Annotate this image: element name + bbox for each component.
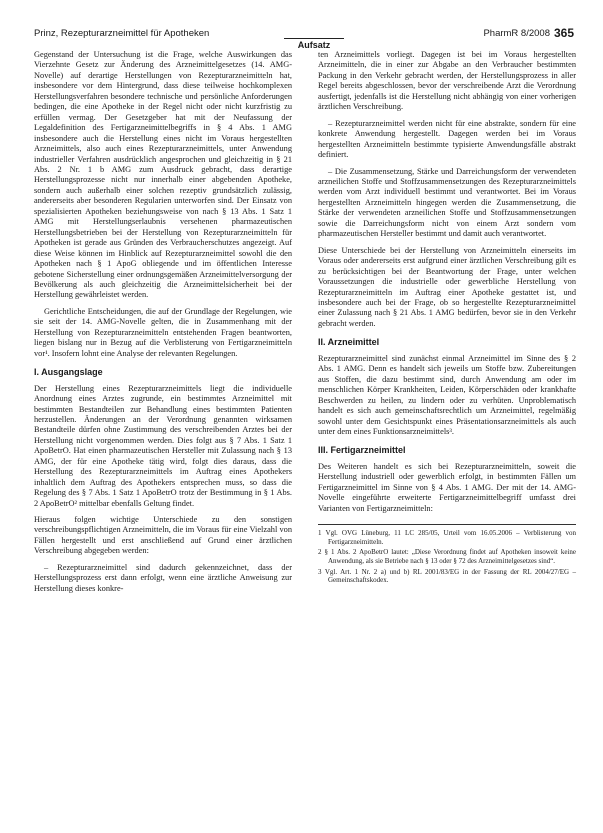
section-heading: I. Ausgangslage [34,367,103,378]
footnote: 3 Vgl. Art. 1 Nr. 2 a) und b) RL 2001/83/EG in der Fassung der RL 2004/27/EG – Gemeinschaftskodex. [318,567,576,585]
page-number: 365 [553,26,574,40]
section-label: Aufsatz [284,38,344,50]
footnote: 1 Vgl. OVG Lüneburg, 11 LC 285/05, Urteil vom 16.05.2006 – Verblisterung von Fertigarzneimitteln. [318,529,576,546]
section-heading: II. Arzneimittel [318,337,380,348]
paragraph: Hieraus folgen wichtige Unterschiede zu den sonstigen verschreibungspflichtigen Arzneimitteln, die im Voraus für eine Vielzahl von Fällen hergestellt und erst anschließend auf Grund einer ärztlichen Verschreibung abgegeben werden: [34,515,292,556]
paragraph: Rezepturarzneimittel sind zunächst einmal Arzneimittel im Sinne des § 2 Abs. 1 AMG. Denn es handelt sich jeweils um Stoffe bzw. Zubereitungen aus Stoffen, die dazu bestimmt sind, durch Anwendung am oder im menschlichen Körper Krankheiten, Leiden, Körperschäden oder krankhafte Beschwerden zu heilen, zu lindern oder zu verhüten. Unproblematisch handelt es sich auch gemeinschaftsrechtlich um Arzneimittel, regelmäßig sowohl unter dem Gesichtspunkt eines Präsentationsarzneimittels als auch unter dem eines Funktionsarzneimittels³. [318,353,576,436]
running-title: Prinz, Rezepturarzneimittel für Apotheken [34,28,210,39]
page-header [34,24,574,50]
paragraph: Des Weiteren handelt es sich bei Rezepturarzneimitteln, soweit die Herstellung industriell oder gewerblich erfolgt, in bestimmten Fällen um Fertigarzneimittel im Sinne von § 4 Abs. 1 AMG. Der mit der 14. AMG-Novelle eingeführte erweiterte Fertigarzneimittelbegriff umfasst drei Varianten von Fertigarzneimitteln: [318,461,576,513]
paragraph: Gegenstand der Untersuchung ist die Frage, welche Auswirkungen das Vierzehnte Gesetz zur Änderung des Arzneimittelgesetzes (14. AMG-Novelle) auf derartige Herstellungen von Rezepturarzneimitteln hat, insbesondere vor dem Hintergrund, dass diese teilweise hochkomplexen Herstellungsverfahren besondere technische und persönliche Anforderungen bedingen, die eine Apotheke in der Regel nicht oder nicht kurzfristig zu erfüllen vermag. Der Gesetzgeber hat mit der Neufassung der Legaldefinition des Fertigarzneimittelbegriffs in § 4 Abs. 1 AMG insbesondere auch die Herstellung eines nicht im Voraus hergestellten Arzneimittels, also auch eines Rezepturarzneimittels, unter Anwendung industrieller Verfahren ausdrücklich angesprochen und gleichzeitig in § 21 Abs. 2 Nr. 1 b AMG zum Ausdruck gebracht, dass derartige Herstellungsprozesse nicht nur innerhalb einer abgebenden Apotheke, sondern auch außerhalb einer solchen rezeptiv grundsätzlich zulässig, andererseits aber besonderen Regularien unterworfen sind. Der Einsatz von spezialisierten Apotheken beziehungsweise von nach § 13 Abs. 1 Satz 1 AMG mit Herstellungserlaubnis versehenen pharmazeutischen Herstellungsbetrieben bei der Herstellung von Rezepturarzneimitteln für Apotheken ist gerade aus Gründen des Verbraucherschutzes angezeigt. Auf diese Weise können im Hinblick auf Rezepturarzneimittel sowohl die den Apotheken nach § 1 ApoG obliegende und im öffentlichen Interesse gebotene Sicherstellung einer ordnungsgemäßen Arzneimittelversorgung der Bevölkerung als auch gleichzeitig die Arzneimittelsicherheit bei der Herstellung gewährleistet werden. [34,50,292,300]
paragraph: Diese Unterschiede bei der Herstellung von Arzneimitteln einerseits im Voraus oder andererseits erst aufgrund einer ärztlichen Verschreibung gilt es zu berücksichtigen bei der Beantwortung der Frage, unter welchen Voraussetzungen die industrielle oder gewerbliche Herstellung von Rezepturarzneimitteln im Auftrag einer Apotheke gestattet ist, und insbesondere auch bei der Frage, ob so hergestellte Rezepturarzneimittel einer Zulassung nach § 21 Abs. 1 AMG bedürfen, bevor sie in den Verkehr gebracht werden. [318,245,576,328]
paragraph: Der Herstellung eines Rezepturarzneimittels liegt die individuelle Anordnung eines Arztes zugrunde, ein bestimmtes Arzneimittel mit bestimmten Bestandteilen zur Behandlung eines bestimmten Patienten herzustellen. Änderungen an der Verordnung genannten wirksamen Bestandteile dürfen ohne Zustimmung des verschreibenden Arztes bei der Herstellung nicht vorgenommen werden. Dies folgt aus § 7 Abs. 1 Satz 1 ApoBetrO. Hat einen pharmazeutischen Hersteller mit Zulassung nach § 13 AMG, der für eine Apotheke tätig wird, folgt dies daraus, dass die Herstellung des Rezepturarzneimittels im Auftrag eines Apothekers inhaltlich dem Auftrag des Apothekers entsprechen muss, so dass die Regelung des § 7 Abs. 1 Satz 1 ApoBetrO trotz der Bestimmung in § 1 Abs. 2 ApoBetrO² mittelbar ebenfalls Geltung findet. [34,383,292,508]
journal-issue: PharmR 8/2008 [483,28,550,39]
section-heading: III. Fertigarzneimittel [318,445,406,456]
right-column [318,50,576,587]
left-column [34,50,292,600]
footnote: 2 § 1 Abs. 2 ApoBetrO lautet: „Diese Verordnung findet auf Apotheken insoweit keine Anwendung, als sie Betriebe nach § 13 oder § 72 des Arzneimittelgesetzes sind“. [318,548,576,565]
paragraph: – Rezepturarzneimittel werden nicht für eine abstrakte, sondern für eine konkrete Anwendung hergestellt. Dagegen werden bei im Voraus hergestellten Arzneimitteln bestimmte typisierte Anwendungsfälle abstrakt definiert. [318,118,576,160]
footnotes [318,524,576,585]
paragraph: – Die Zusammensetzung, Stärke und Darreichungsform der verwendeten arzneilichen Stoffe und Stoffzusammensetzungen des Rezepturarzneimittels werden vom Arzt individuell bestimmt und verantwortet. Bei im Voraus hergestellten Arzneimitteln hingegen werden die Zusammensetzung, die Stärke der verwendeten arzneilichen Stoffe und Stoffzusammensetzungen sowie die Darreichungsform nicht von einem Arzt sondern vom pharmazeutischen Hersteller bestimmt und damit auch verantwortet. [318,166,576,239]
paragraph: – Rezepturarzneimittel sind dadurch gekennzeichnet, dass der Herstellungsprozess erst dann erfolgt, wenn eine ärztliche Anweisung zur Herstellung dieses konkre- [34,562,292,593]
paragraph: ten Arzneimittels vorliegt. Dagegen ist bei im Voraus hergestellten Arzneimitteln, die in einer zur Abgabe an den Verbraucher bestimmten Packung in den Verkehr gebracht werden, der Herstellungsprozess in aller Regel bereits abgeschlossen, bevor der verschreibende Arzt die Verordnung ausfertigt, jedenfalls ist die Herstellung nicht abhängig von einer vorherigen ärztlichen Verschreibung. [318,50,576,112]
paragraph: Gerichtliche Entscheidungen, die auf der Grundlage der Regelungen, wie sie seit der 14. AMG-Novelle gelten, die in Zusammenhang mit der Herstellung von Rezepturarzneimitteln entstehenden Fragen beantworten, liegen bislang nur in Bezug auf die Verblisterung von Fertigarzneimitteln vor¹. Insofern lohnt eine Analyse der relevanten Regelungen. [34,306,292,358]
